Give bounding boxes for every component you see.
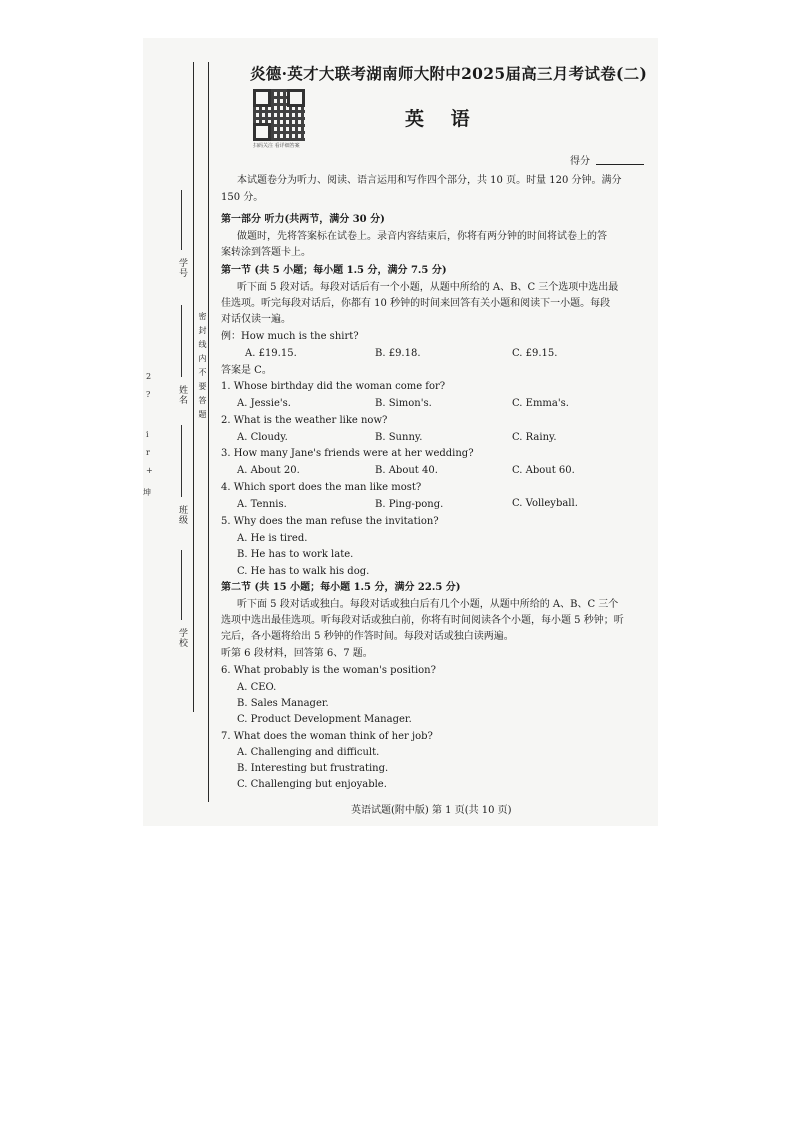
- section1-directions: 佳选项。听完每段对话后，你都有 10 秒钟的时间来回答有关小题和阅读下一小题。每段: [221, 298, 611, 309]
- question-7: 7. What does the woman think of her job?: [221, 731, 433, 742]
- example-question: 例：How much is the shirt?: [221, 331, 359, 342]
- section1-heading: 第一节 (共 5 小题；每小题 1.5 分，满分 7.5 分): [221, 265, 447, 276]
- part1-heading: 第一部分 听力(共两节，满分 30 分): [221, 214, 385, 225]
- class-label: 班级: [177, 505, 187, 525]
- option-a: A. CEO.: [237, 682, 277, 693]
- class-blank: [181, 425, 182, 497]
- question-6: 6. What probably is the woman's position?: [221, 665, 436, 676]
- exam-title: 炎德·英才大联考湖南师大附中2025届高三月考试卷(二): [250, 64, 648, 83]
- section1-directions: 对话仅读一遍。: [221, 314, 291, 325]
- section2-directions: 听下面 5 段对话或独白。每段对话或独白后有几个小题，从题中所给的 A、B、C 三个: [237, 599, 619, 610]
- intro-line: 150 分。: [221, 192, 264, 203]
- material-instruction: 听第 6 段材料，回答第 6、7 题。: [221, 648, 373, 659]
- qr-code: [253, 89, 305, 141]
- score-label: 得分: [570, 156, 590, 167]
- page-footer: 英语试题(附中版) 第 1 页(共 10 页): [351, 805, 512, 816]
- student-id-blank: [181, 190, 182, 250]
- option-b: B. Sunny.: [375, 432, 423, 443]
- option-a: A. Challenging and difficult.: [237, 747, 380, 758]
- school-blank: [181, 550, 182, 620]
- question-4: 4. Which sport does the man like most?: [221, 482, 422, 493]
- section2-directions: 选项中选出最佳选项。听每段对话或独白前，你将有时间阅读各个小题，每小题 5 秒钟；听: [221, 615, 624, 626]
- option-b: B. Simon's.: [375, 398, 432, 409]
- option-c: C. About 60.: [512, 465, 575, 476]
- option-b: B. He has to work late.: [237, 549, 354, 560]
- intro-line: 本试题卷分为听力、阅读、语言运用和写作四个部分，共 10 页。时量 120 分钟。满分: [237, 175, 622, 186]
- student-id-label: 学号: [177, 258, 187, 278]
- margin-rule-outer: [193, 62, 194, 712]
- example-option-b: B. £9.18.: [375, 348, 421, 359]
- section2-heading: 第二节 (共 15 小题；每小题 1.5 分，满分 22.5 分): [221, 582, 461, 593]
- qr-caption: 扫码关注 看详细答案: [253, 143, 300, 149]
- option-c: C. He has to walk his dog.: [237, 566, 370, 577]
- option-a: A. Cloudy.: [237, 432, 288, 443]
- question-5: 5. Why does the man refuse the invitation?: [221, 516, 439, 527]
- option-b: B. Ping-pong.: [375, 499, 444, 510]
- scan-mark: ?: [146, 390, 151, 399]
- scan-mark: +: [146, 466, 153, 475]
- scan-mark: 2: [146, 372, 152, 381]
- option-c: C. Product Development Manager.: [237, 714, 412, 725]
- subject-title: 英 语: [405, 108, 480, 130]
- question-2: 2. What is the weather like now?: [221, 415, 388, 426]
- example-option-a: A. £19.15.: [245, 348, 297, 359]
- question-3: 3. How many Jane's friends were at her wedding?: [221, 448, 474, 459]
- scan-mark: 坤: [143, 488, 151, 497]
- option-c: C. Rainy.: [512, 432, 557, 443]
- school-label: 学校: [177, 628, 187, 648]
- scan-mark: i: [146, 430, 149, 439]
- option-a: A. Jessie's.: [237, 398, 291, 409]
- option-c: C. Emma's.: [512, 398, 569, 409]
- part1-note: 案转涂到答题卡上。: [221, 247, 311, 258]
- question-1: 1. Whose birthday did the woman come for?: [221, 381, 446, 392]
- option-c: C. Challenging but enjoyable.: [237, 779, 387, 790]
- name-label: 姓名: [177, 385, 187, 405]
- name-blank: [181, 305, 182, 377]
- example-answer: 答案是 C。: [221, 365, 272, 376]
- option-c: C. Volleyball.: [512, 498, 578, 509]
- option-b: B. Interesting but frustrating.: [237, 763, 389, 774]
- margin-rule-inner: [208, 62, 209, 802]
- option-a: A. About 20.: [237, 465, 300, 476]
- section2-directions: 完后，各小题将给出 5 秒钟的作答时间。每段对话或独白读两遍。: [221, 631, 514, 642]
- scan-mark: r: [146, 448, 150, 457]
- option-a: A. Tennis.: [237, 499, 287, 510]
- option-b: B. About 40.: [375, 465, 438, 476]
- seal-line-text: 密封线内不要答题: [198, 312, 207, 424]
- option-b: B. Sales Manager.: [237, 698, 329, 709]
- example-option-c: C. £9.15.: [512, 348, 558, 359]
- score-blank: [596, 164, 644, 165]
- section1-directions: 听下面 5 段对话。每段对话后有一个小题，从题中所给的 A、B、C 三个选项中选出最: [237, 282, 619, 293]
- part1-note: 做题时，先将答案标在试卷上。录音内容结束后，你将有两分钟的时间将试卷上的答: [237, 231, 607, 242]
- option-a: A. He is tired.: [237, 533, 308, 544]
